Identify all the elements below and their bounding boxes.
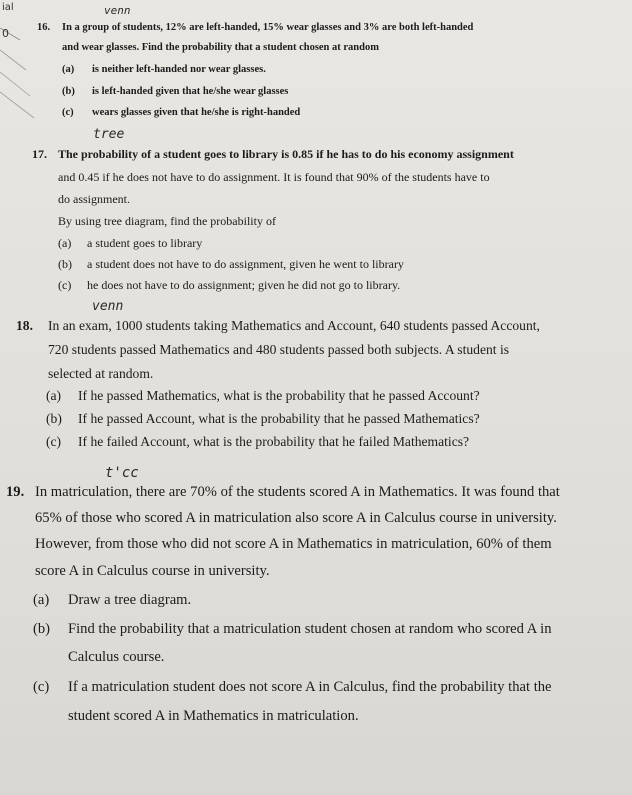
question-text-line: selected at random. xyxy=(48,366,154,381)
part-text: a student does not have to do assignment, given he went to library xyxy=(87,257,404,271)
part-text: If he passed Mathematics, what is the probability that he passed Account? xyxy=(78,388,480,403)
part-label: (a) xyxy=(46,388,62,403)
part-text-continued: student scored A in Mathematics in matriculation. xyxy=(68,708,359,724)
part-text: is left-handed given that he/she wear glasses xyxy=(92,86,289,97)
part-text: he does not have to do assignment; given he did not go to library. xyxy=(87,278,401,292)
part-text: If he failed Account, what is the probability that he failed Mathematics? xyxy=(78,434,470,449)
question-number: 18. xyxy=(16,318,33,333)
part-text: wears glasses given that he/she is right-handed xyxy=(92,107,301,118)
part-text-continued: Calculus course. xyxy=(68,649,165,665)
part-text: is neither left-handed nor wear glasses. xyxy=(92,64,266,75)
question-text-line: 65% of those who scored A in matriculation also score A in Calculus course in university. xyxy=(35,510,557,526)
question-number: 19. xyxy=(6,484,25,500)
part-label: (c) xyxy=(33,679,50,695)
part-text: If a matriculation student does not score A in Calculus, find the probability that the xyxy=(68,679,552,695)
part-label: (a) xyxy=(33,592,50,608)
part-label: (a) xyxy=(58,236,72,250)
question-text-line: In an exam, 1000 students taking Mathematics and Account, 640 students passed Account, xyxy=(48,318,540,333)
page-edge-lines xyxy=(0,0,60,120)
part-label: (c) xyxy=(46,434,62,449)
part-label: (a) xyxy=(62,64,75,75)
question-text-line: 720 students passed Mathematics and 480 students passed both subjects. A student is xyxy=(48,342,510,357)
handwritten-note-q19: t'cc xyxy=(105,465,139,481)
question-number: 17. xyxy=(32,147,47,161)
part-label: (c) xyxy=(58,278,72,292)
part-label: (c) xyxy=(62,107,74,118)
part-text: If he passed Account, what is the probability that he passed Mathematics? xyxy=(78,411,480,426)
part-text: a student goes to library xyxy=(87,236,203,250)
margin-note-zero: 0 xyxy=(2,27,9,40)
handwritten-note-q17: tree xyxy=(93,127,125,142)
question-text-line: do assignment. xyxy=(58,192,130,206)
question-text-line: and wear glasses. Find the probability that a student chosen at random xyxy=(62,42,379,53)
handwritten-note-q18: venn xyxy=(92,299,124,314)
question-number: 16. xyxy=(37,22,51,33)
question-text-line: By using tree diagram, find the probability of xyxy=(58,214,276,228)
question-text-line: However, from those who did not score A in Mathematics in matriculation, 60% of them xyxy=(35,536,552,552)
part-label: (b) xyxy=(33,621,51,637)
part-label: (b) xyxy=(58,257,72,271)
part-text: Find the probability that a matriculation student chosen at random who scored A in xyxy=(68,621,552,637)
part-label: (b) xyxy=(46,411,62,426)
question-text-line: score A in Calculus course in university. xyxy=(35,563,270,579)
margin-note-top: ial xyxy=(2,2,14,13)
handwritten-note-q16: venn xyxy=(104,4,131,17)
question-text-line: In a group of students, 12% are left-handed, 15% wear glasses and 3% are both left-handed xyxy=(62,22,474,33)
part-text: Draw a tree diagram. xyxy=(68,592,192,608)
question-text-line: and 0.45 if he does not have to do assignment. It is found that 90% of the students have to xyxy=(58,170,490,184)
question-text-line: The probability of a student goes to library is 0.85 if he has to do his economy assignment xyxy=(58,147,514,161)
part-label: (b) xyxy=(62,86,75,97)
question-text-line: In matriculation, there are 70% of the students scored A in Mathematics. It was found that xyxy=(35,484,560,500)
